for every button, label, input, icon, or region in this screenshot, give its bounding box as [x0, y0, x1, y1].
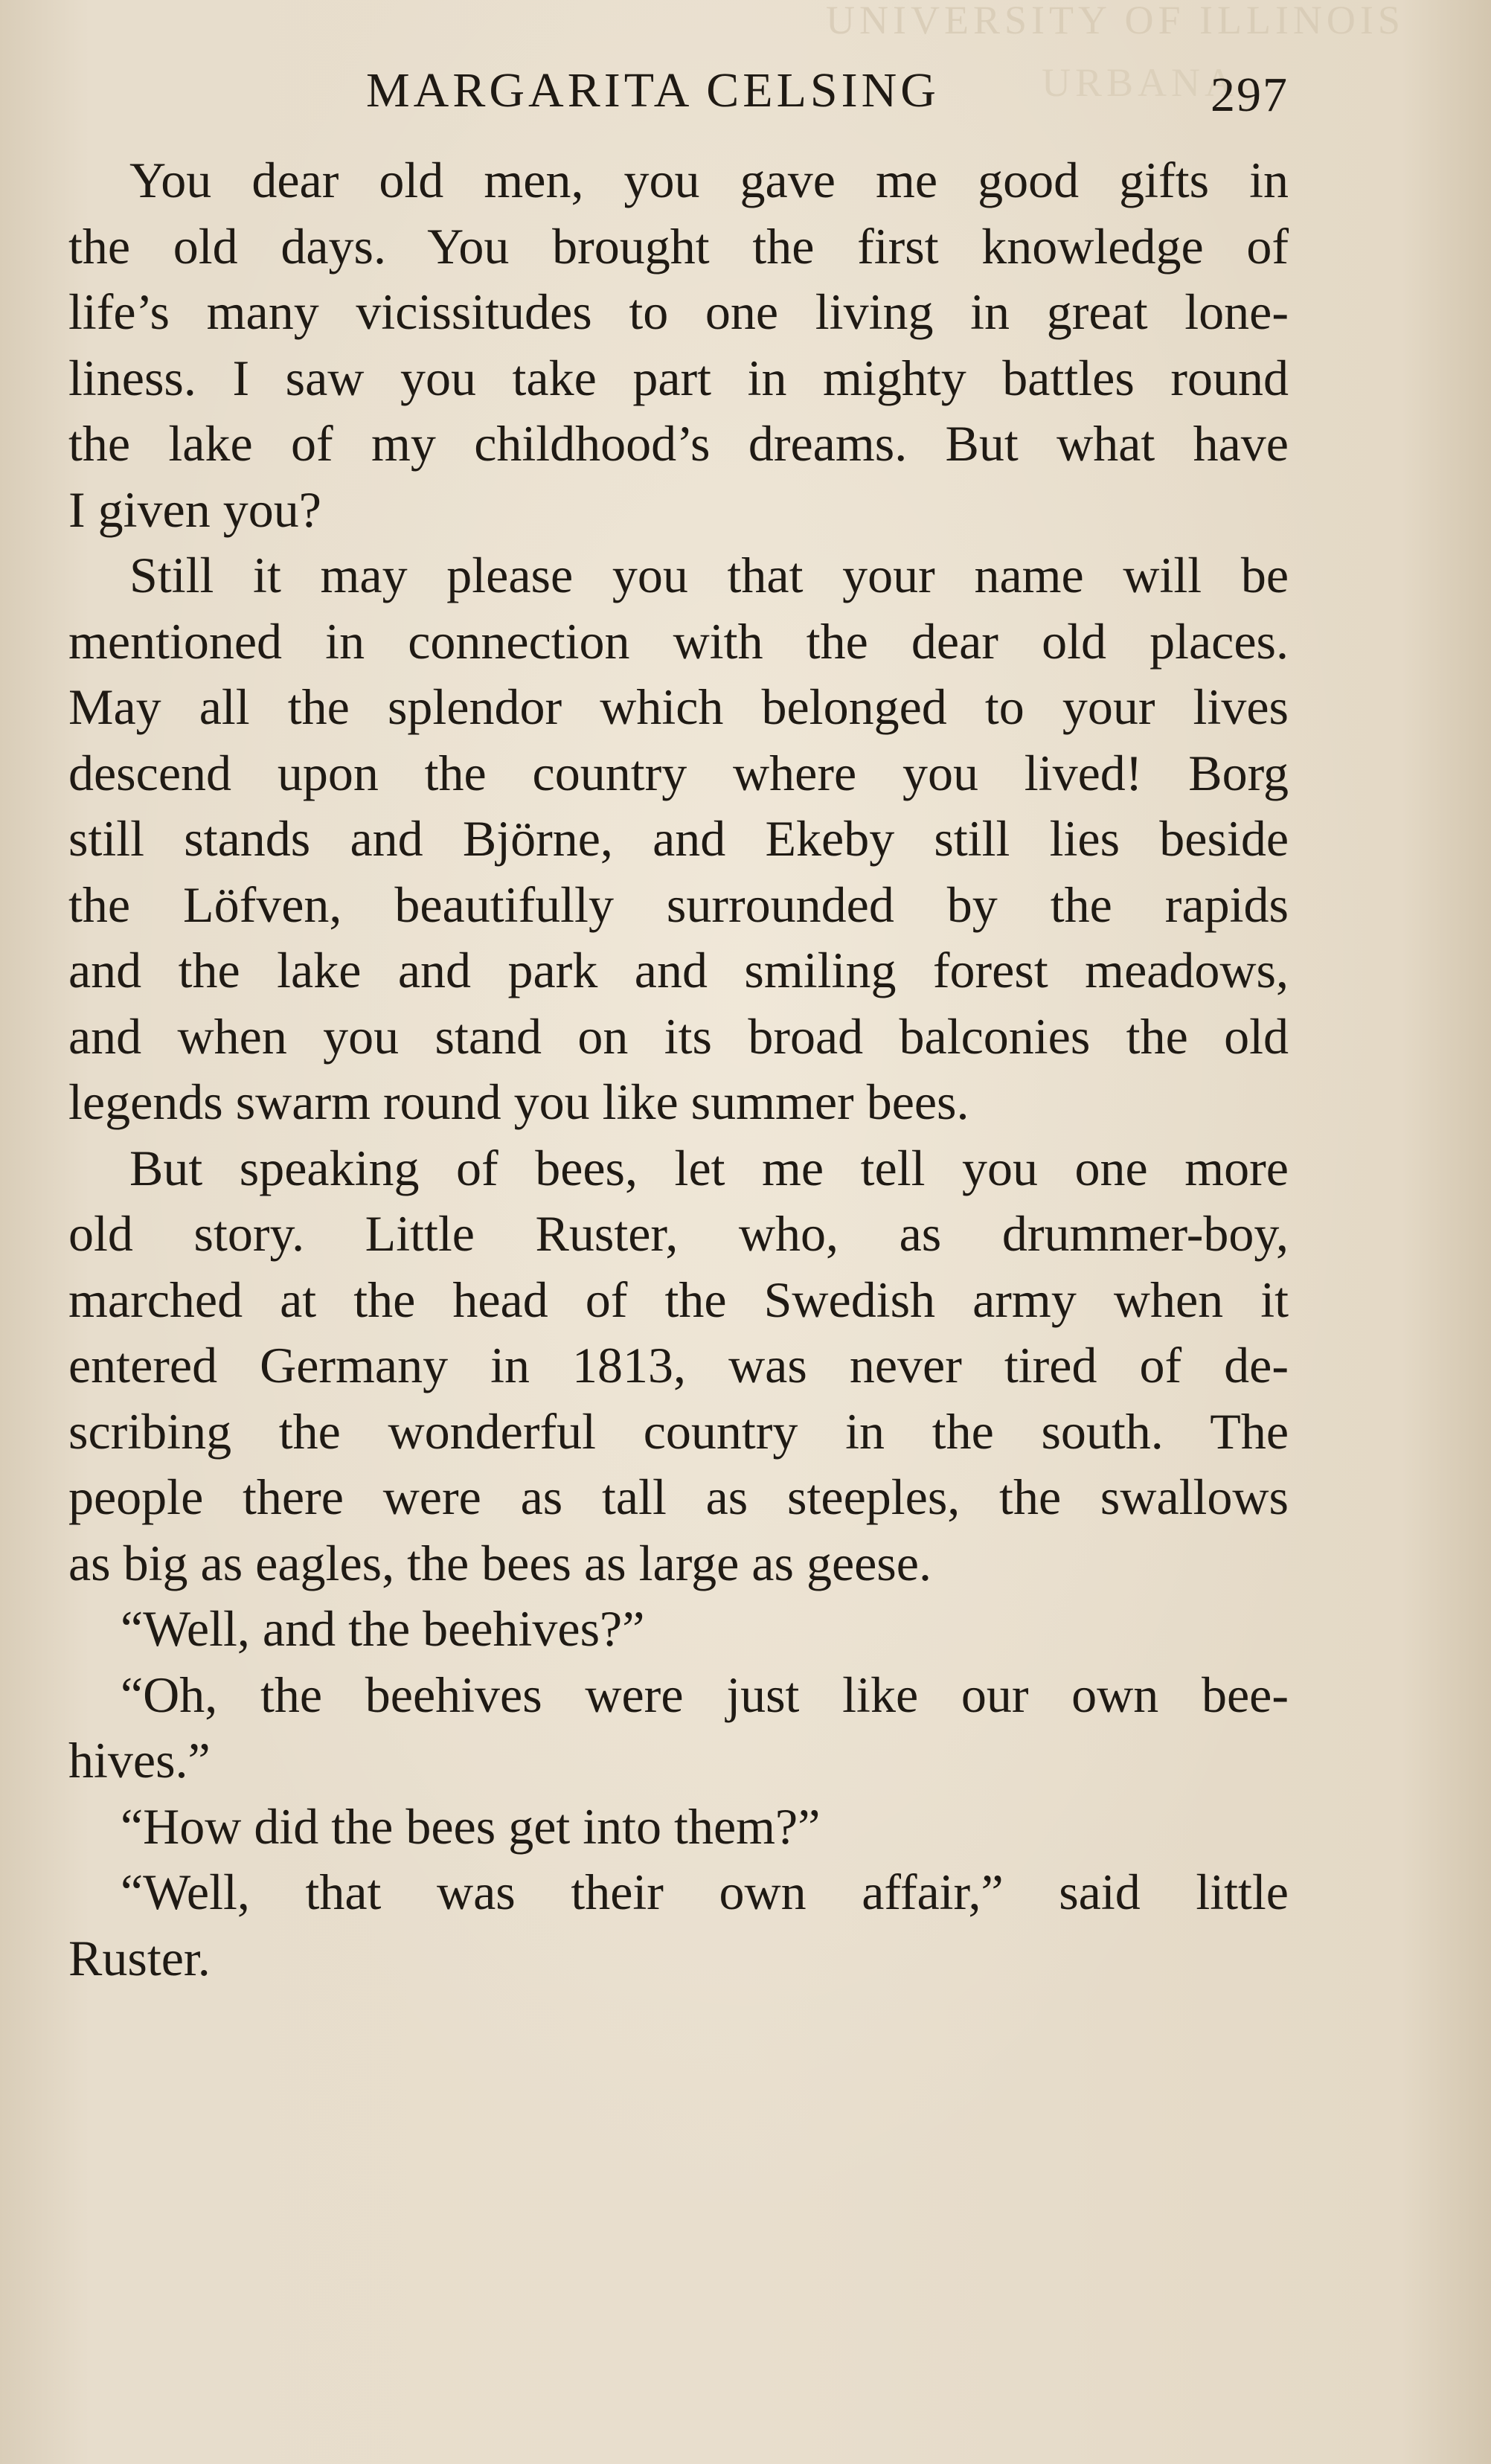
text-line: old story. Little Ruster, who, as drummer-boy,	[68, 1205, 1289, 1262]
text-line: May all the splendor which belonged to your lives	[68, 678, 1289, 735]
text-line: as big as eagles, the bees as large as geese.	[68, 1534, 932, 1591]
text-line: “Well, that was their own affair,” said little	[121, 1864, 1289, 1920]
paragraph	[68, 1794, 1289, 1860]
text-line: marched at the head of the Swedish army when it	[68, 1271, 1289, 1328]
text-line: entered Germany in 1813, was never tired of de-	[68, 1337, 1289, 1393]
text-line: Still it may please you that your name will be	[129, 547, 1289, 603]
body-text	[68, 147, 1289, 1991]
text-line: liness. I saw you take part in mighty battles round	[68, 349, 1289, 406]
text-line: “How did the bees get into them?”	[121, 1797, 821, 1855]
text-line: and the lake and park and smiling forest meadows,	[68, 942, 1289, 998]
paragraph	[68, 147, 1289, 542]
paragraph	[68, 1859, 1289, 1991]
text-line: You dear old men, you gave me good gifts in	[129, 152, 1289, 208]
running-title: MARGARITA CELSING	[366, 63, 940, 118]
library-watermark-secondary: URBANA	[1042, 60, 1239, 105]
text-line: still stands and Björne, and Ekeby still lies beside	[68, 810, 1289, 867]
text-line: I given you?	[68, 481, 321, 538]
text-line: Ruster.	[68, 1929, 211, 1986]
text-line: hives.”	[68, 1732, 211, 1788]
text-line: “Well, and the beehives?”	[121, 1600, 645, 1657]
paragraph	[68, 1596, 1289, 1662]
text-line: the lake of my childhood’s dreams. But what have	[68, 415, 1289, 472]
text-line: people there were as tall as steeples, the swallows	[68, 1469, 1289, 1525]
text-line: descend upon the country where you lived! Borg	[68, 744, 1289, 801]
text-line: legends swarm round you like summer bees.	[68, 1074, 969, 1130]
paragraph	[68, 542, 1289, 1135]
page-header	[68, 54, 1289, 128]
text-line: the Löfven, beautifully surrounded by the rapids	[68, 876, 1289, 933]
text-line: life’s many vicissitudes to one living in great lone-	[68, 283, 1289, 340]
paragraph	[68, 1662, 1289, 1794]
text-line: the old days. You brought the first knowledge of	[68, 217, 1289, 275]
paragraph	[68, 1135, 1289, 1597]
text-line: mentioned in connection with the dear old places.	[68, 612, 1289, 670]
text-line: But speaking of bees, let me tell you one more	[129, 1139, 1289, 1196]
text-line: “Oh, the beehives were just like our own bee-	[121, 1666, 1289, 1723]
text-line: scribing the wonderful country in the south. The	[68, 1402, 1289, 1460]
library-watermark: UNIVERSITY OF ILLINOIS	[826, 0, 1405, 42]
page-number: 297	[1211, 68, 1289, 122]
text-line: and when you stand on its broad balconies the old	[68, 1007, 1289, 1065]
